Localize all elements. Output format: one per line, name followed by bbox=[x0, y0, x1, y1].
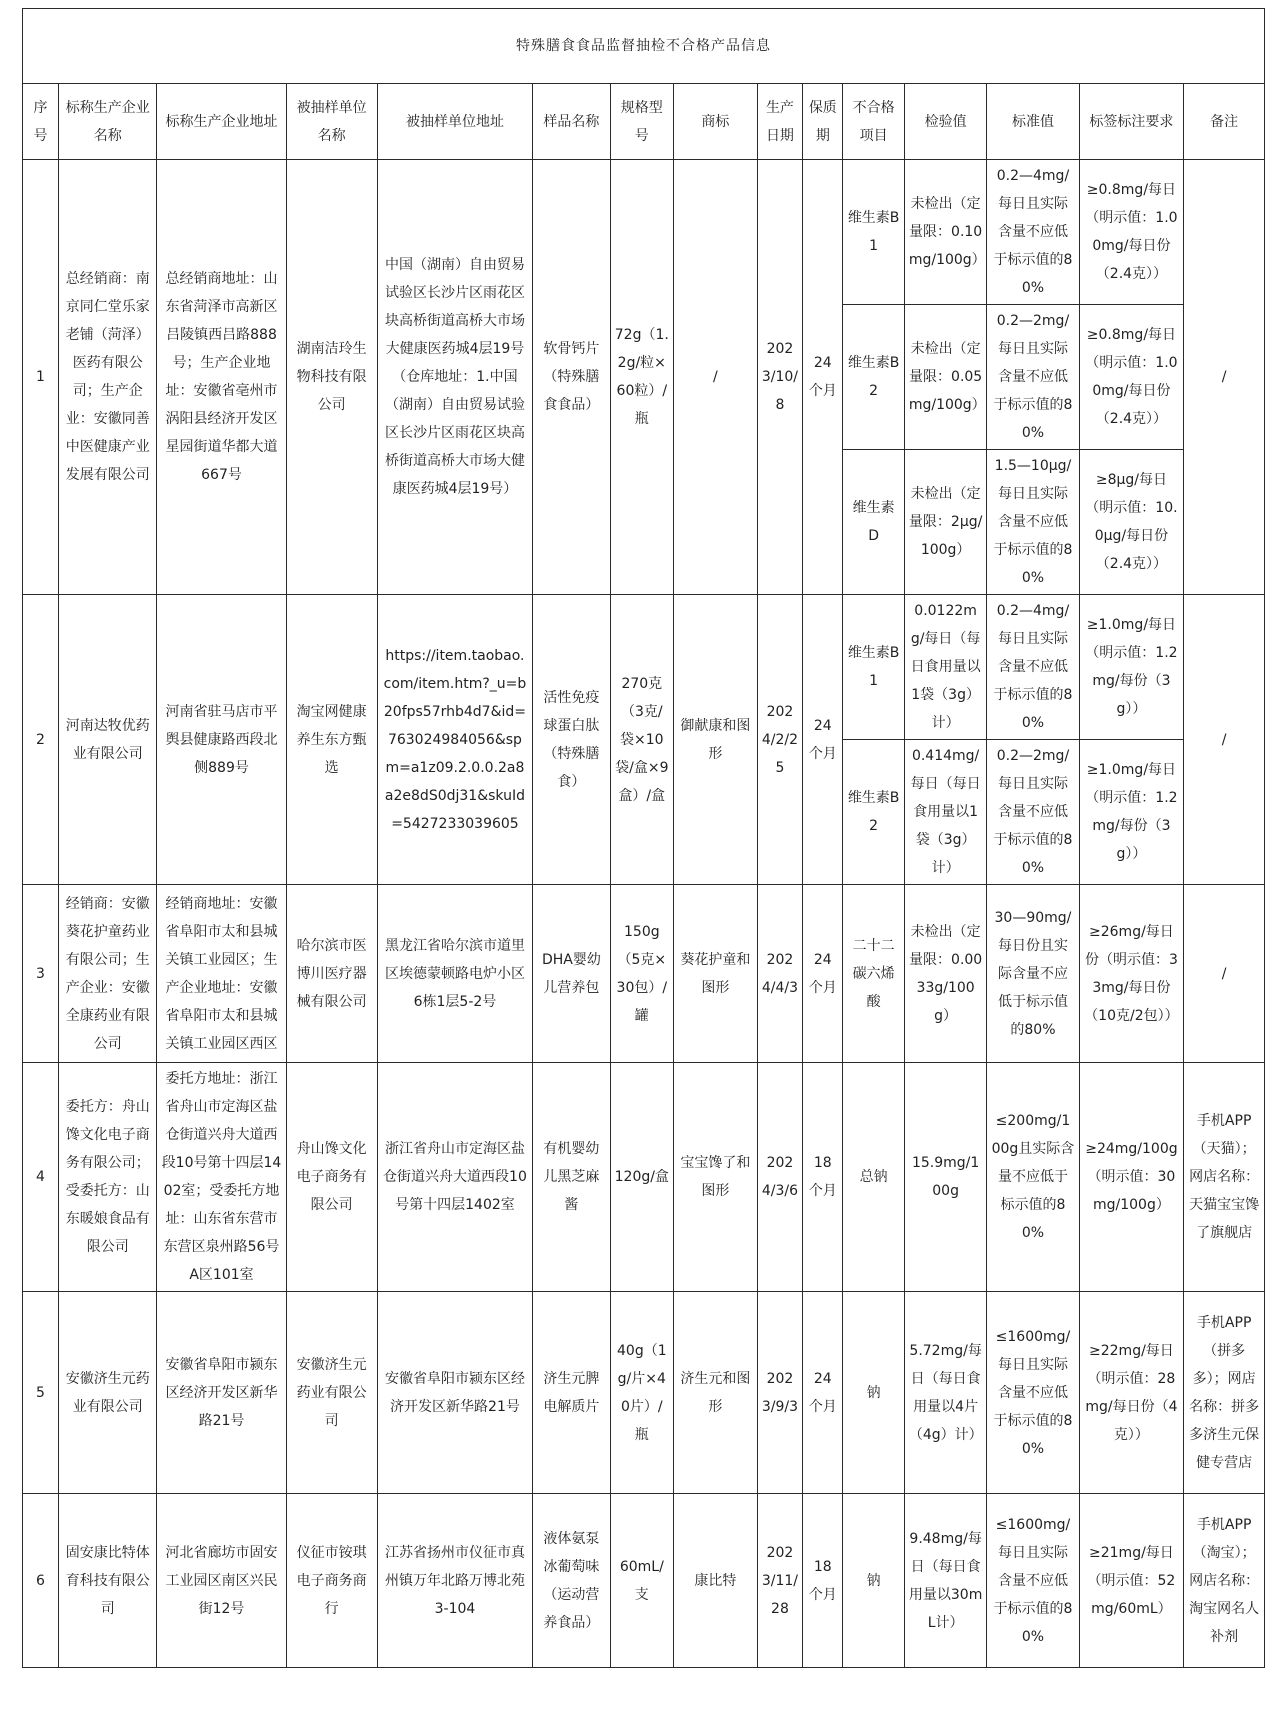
row-sampled: 安徽济生元药业有限公司 bbox=[286, 1292, 377, 1494]
row-value: 9.48mg/每日（每日食用量以30mL计） bbox=[904, 1494, 987, 1668]
row-value: 5.72mg/每日（每日食用量以4片（4g）计） bbox=[904, 1292, 987, 1494]
row-note: / bbox=[1184, 160, 1265, 595]
row-date: 2023/11/28 bbox=[757, 1494, 803, 1668]
header-product: 样品名称 bbox=[533, 84, 610, 160]
table-row bbox=[23, 1063, 1265, 1292]
row-no: 3 bbox=[23, 885, 59, 1063]
row-maker-address: 经销商地址：安徽省阜阳市太和县城关镇工业园区；生产企业地址：安徽省阜阳市太和县城关镇工业园区西区 bbox=[157, 885, 286, 1063]
table-row bbox=[23, 595, 1265, 740]
row-note: 手机APP（拼多多）；网店名称：拼多多济生元保健专营店 bbox=[1184, 1292, 1265, 1494]
row-date: 2024/3/6 bbox=[757, 1063, 803, 1292]
header-sampled: 被抽样单位名称 bbox=[286, 84, 377, 160]
row-brand: 康比特 bbox=[674, 1494, 758, 1668]
row-shelf: 18个月 bbox=[803, 1063, 843, 1292]
row-standard: ≤1600mg/每日且实际含量不应低于标示值的80% bbox=[987, 1292, 1079, 1494]
row-maker: 委托方：舟山馋文化电子商务有限公司；受委托方：山东暖娘食品有限公司 bbox=[58, 1063, 156, 1292]
header-no: 序号 bbox=[23, 84, 59, 160]
row-standard: 0.2—2mg/每日且实际含量不应低于标示值的80% bbox=[987, 305, 1079, 450]
header-brand: 商标 bbox=[674, 84, 758, 160]
row-shelf: 24个月 bbox=[803, 885, 843, 1063]
header-sampled-address: 被抽样单位地址 bbox=[377, 84, 533, 160]
row-item: 钠 bbox=[843, 1292, 904, 1494]
row-item: 维生素B2 bbox=[843, 740, 904, 885]
row-item: 总钠 bbox=[843, 1063, 904, 1292]
row-product: DHA婴幼儿营养包 bbox=[533, 885, 610, 1063]
header-value: 检验值 bbox=[904, 84, 987, 160]
row-date: 2024/2/25 bbox=[757, 595, 803, 885]
row-label-requirement: ≥22mg/每日（明示值：28mg/每日份（4克）） bbox=[1079, 1292, 1184, 1494]
row-item: 维生素D bbox=[843, 450, 904, 595]
row-brand: 济生元和图形 bbox=[674, 1292, 758, 1494]
row-no: 5 bbox=[23, 1292, 59, 1494]
row-note: / bbox=[1184, 885, 1265, 1063]
row-spec: 120g/盒 bbox=[610, 1063, 674, 1292]
row-standard: 1.5—10μg/每日且实际含量不应低于标示值的80% bbox=[987, 450, 1079, 595]
row-maker-address: 河南省驻马店市平舆县健康路西段北侧889号 bbox=[157, 595, 286, 885]
row-product: 软骨钙片（特殊膳食食品） bbox=[533, 160, 610, 595]
row-brand: 御献康和图形 bbox=[674, 595, 758, 885]
row-product: 活性免疫球蛋白肽（特殊膳食） bbox=[533, 595, 610, 885]
row-standard: ≤1600mg/每日且实际含量不应低于标示值的80% bbox=[987, 1494, 1079, 1668]
row-spec: 60mL/支 bbox=[610, 1494, 674, 1668]
row-shelf: 24个月 bbox=[803, 595, 843, 885]
row-maker: 固安康比特体育科技有限公司 bbox=[58, 1494, 156, 1668]
row-product: 液体氨泵冰葡萄味（运动营养食品） bbox=[533, 1494, 610, 1668]
header-date: 生产日期 bbox=[757, 84, 803, 160]
row-label-requirement: ≥26mg/每日份（明示值：33mg/每日份（10克/2包）） bbox=[1079, 885, 1184, 1063]
row-brand: 宝宝馋了和图形 bbox=[674, 1063, 758, 1292]
row-value: 0.0122mg/每日（每日食用量以1袋（3g）计） bbox=[904, 595, 987, 740]
row-maker-address: 河北省廊坊市固安工业园区南区兴民街12号 bbox=[157, 1494, 286, 1668]
row-no: 4 bbox=[23, 1063, 59, 1292]
row-item: 维生素B1 bbox=[843, 160, 904, 305]
row-sampled-address: 黑龙江省哈尔滨市道里区埃德蒙顿路电炉小区6栋1层5-2号 bbox=[377, 885, 533, 1063]
header-spec: 规格型号 bbox=[610, 84, 674, 160]
row-label-requirement: ≥0.8mg/每日（明示值：1.00mg/每日份（2.4克）） bbox=[1079, 160, 1184, 305]
row-no: 6 bbox=[23, 1494, 59, 1668]
row-product: 有机婴幼儿黑芝麻酱 bbox=[533, 1063, 610, 1292]
table-row bbox=[23, 1494, 1265, 1668]
row-label-requirement: ≥1.0mg/每日（明示值：1.2mg/每份（3g）） bbox=[1079, 595, 1184, 740]
row-label-requirement: ≥1.0mg/每日（明示值：1.2mg/每份（3g）） bbox=[1079, 740, 1184, 885]
row-sampled-address: https://item.taobao.com/item.htm?_u=b20fps57rhb4d7&id=763024984056&spm=a1z09.2.0.0.2a8a2e8dS0dj31&skuId=5427233039605 bbox=[377, 595, 533, 885]
row-date: 2024/4/3 bbox=[757, 885, 803, 1063]
row-maker: 河南达牧优药业有限公司 bbox=[58, 595, 156, 885]
row-standard: 0.2—2mg/每日且实际含量不应低于标示值的80% bbox=[987, 740, 1079, 885]
header-maker-address: 标称生产企业地址 bbox=[157, 84, 286, 160]
row-standard: ≤200mg/100g且实际含量不应低于标示值的80% bbox=[987, 1063, 1079, 1292]
row-value: 未检出（定量限：2μg/100g） bbox=[904, 450, 987, 595]
row-label-requirement: ≥8μg/每日（明示值：10.0μg/每日份（2.4克）） bbox=[1079, 450, 1184, 595]
row-note: 手机APP（淘宝）；网店名称：淘宝网名人补剂 bbox=[1184, 1494, 1265, 1668]
row-shelf: 18个月 bbox=[803, 1494, 843, 1668]
row-sampled-address: 中国（湖南）自由贸易试验区长沙片区雨花区块高桥街道高桥大市场大健康医药城4层19号（仓库地址：1.中国（湖南）自由贸易试验区长沙片区雨花区块高桥街道高桥大市场大健康医药城4层19号） bbox=[377, 160, 533, 595]
row-sampled: 湖南洁玲生物科技有限公司 bbox=[286, 160, 377, 595]
row-maker: 安徽济生元药业有限公司 bbox=[58, 1292, 156, 1494]
row-brand: / bbox=[674, 160, 758, 595]
row-spec: 150g（5克×30包）/罐 bbox=[610, 885, 674, 1063]
row-shelf: 24个月 bbox=[803, 1292, 843, 1494]
header-standard: 标准值 bbox=[987, 84, 1079, 160]
row-item: 二十二碳六烯酸 bbox=[843, 885, 904, 1063]
row-value: 未检出（定量限：0.0033g/100g） bbox=[904, 885, 987, 1063]
row-date: 2023/10/8 bbox=[757, 160, 803, 595]
row-sampled-address: 江苏省扬州市仪征市真州镇万年北路万博北苑3-104 bbox=[377, 1494, 533, 1668]
header-shelf: 保质期 bbox=[803, 84, 843, 160]
header-note: 备注 bbox=[1184, 84, 1265, 160]
row-maker-address: 安徽省阜阳市颍东区经济开发区新华路21号 bbox=[157, 1292, 286, 1494]
row-date: 2023/9/3 bbox=[757, 1292, 803, 1494]
row-item: 维生素B2 bbox=[843, 305, 904, 450]
row-no: 1 bbox=[23, 160, 59, 595]
row-brand: 葵花护童和图形 bbox=[674, 885, 758, 1063]
row-product: 济生元脾电解质片 bbox=[533, 1292, 610, 1494]
header-item: 不合格项目 bbox=[843, 84, 904, 160]
row-label-requirement: ≥21mg/每日（明示值：52mg/60mL） bbox=[1079, 1494, 1184, 1668]
row-standard: 0.2—4mg/每日且实际含量不应低于标示值的80% bbox=[987, 595, 1079, 740]
row-maker-address: 总经销商地址：山东省菏泽市高新区吕陵镇西吕路888号；生产企业地址：安徽省亳州市涡阳县经济开发区星园街道华都大道667号 bbox=[157, 160, 286, 595]
row-value: 未检出（定量限：0.05mg/100g） bbox=[904, 305, 987, 450]
row-sampled: 舟山馋文化电子商务有限公司 bbox=[286, 1063, 377, 1292]
inspection-table bbox=[22, 8, 1265, 1668]
row-sampled-address: 安徽省阜阳市颍东区经济开发区新华路21号 bbox=[377, 1292, 533, 1494]
row-value: 未检出（定量限：0.10mg/100g） bbox=[904, 160, 987, 305]
row-spec: 72g（1.2g/粒×60粒）/瓶 bbox=[610, 160, 674, 595]
row-maker: 总经销商：南京同仁堂乐家老铺（菏泽）医药有限公司；生产企业：安徽同善中医健康产业发展有限公司 bbox=[58, 160, 156, 595]
header-row bbox=[23, 84, 1265, 160]
header-label: 标签标注要求 bbox=[1079, 84, 1184, 160]
row-label-requirement: ≥0.8mg/每日（明示值：1.00mg/每日份（2.4克）） bbox=[1079, 305, 1184, 450]
row-spec: 270克（3克/袋×10袋/盒×9盒）/盒 bbox=[610, 595, 674, 885]
table-row bbox=[23, 885, 1265, 1063]
row-maker-address: 委托方地址：浙江省舟山市定海区盐仓街道兴舟大道西段10号第十四层1402室；受委托方地址：山东省东营市东营区泉州路56号A区101室 bbox=[157, 1063, 286, 1292]
row-standard: 30—90mg/每日份且实际含量不应低于标示值的80% bbox=[987, 885, 1079, 1063]
row-sampled: 淘宝网健康养生东方甄选 bbox=[286, 595, 377, 885]
row-sampled: 仪征市铵琪电子商务商行 bbox=[286, 1494, 377, 1668]
row-sampled-address: 浙江省舟山市定海区盐仓街道兴舟大道西段10号第十四层1402室 bbox=[377, 1063, 533, 1292]
row-note: / bbox=[1184, 595, 1265, 885]
row-value: 0.414mg/每日（每日食用量以1袋（3g）计） bbox=[904, 740, 987, 885]
table-row bbox=[23, 160, 1265, 305]
row-item: 钠 bbox=[843, 1494, 904, 1668]
header-maker: 标称生产企业名称 bbox=[58, 84, 156, 160]
table-row bbox=[23, 1292, 1265, 1494]
row-maker: 经销商：安徽葵花护童药业有限公司；生产企业：安徽全康药业有限公司 bbox=[58, 885, 156, 1063]
row-shelf: 24个月 bbox=[803, 160, 843, 595]
row-standard: 0.2—4mg/每日且实际含量不应低于标示值的80% bbox=[987, 160, 1079, 305]
row-label-requirement: ≥24mg/100g（明示值：30mg/100g） bbox=[1079, 1063, 1184, 1292]
row-spec: 40g（1g/片×40片）/瓶 bbox=[610, 1292, 674, 1494]
row-note: 手机APP（天猫）；网店名称：天猫宝宝馋了旗舰店 bbox=[1184, 1063, 1265, 1292]
row-sampled: 哈尔滨市医博川医疗器械有限公司 bbox=[286, 885, 377, 1063]
row-value: 15.9mg/100g bbox=[904, 1063, 987, 1292]
row-no: 2 bbox=[23, 595, 59, 885]
row-item: 维生素B1 bbox=[843, 595, 904, 740]
table-title: 特殊膳食食品监督抽检不合格产品信息 bbox=[23, 9, 1265, 84]
